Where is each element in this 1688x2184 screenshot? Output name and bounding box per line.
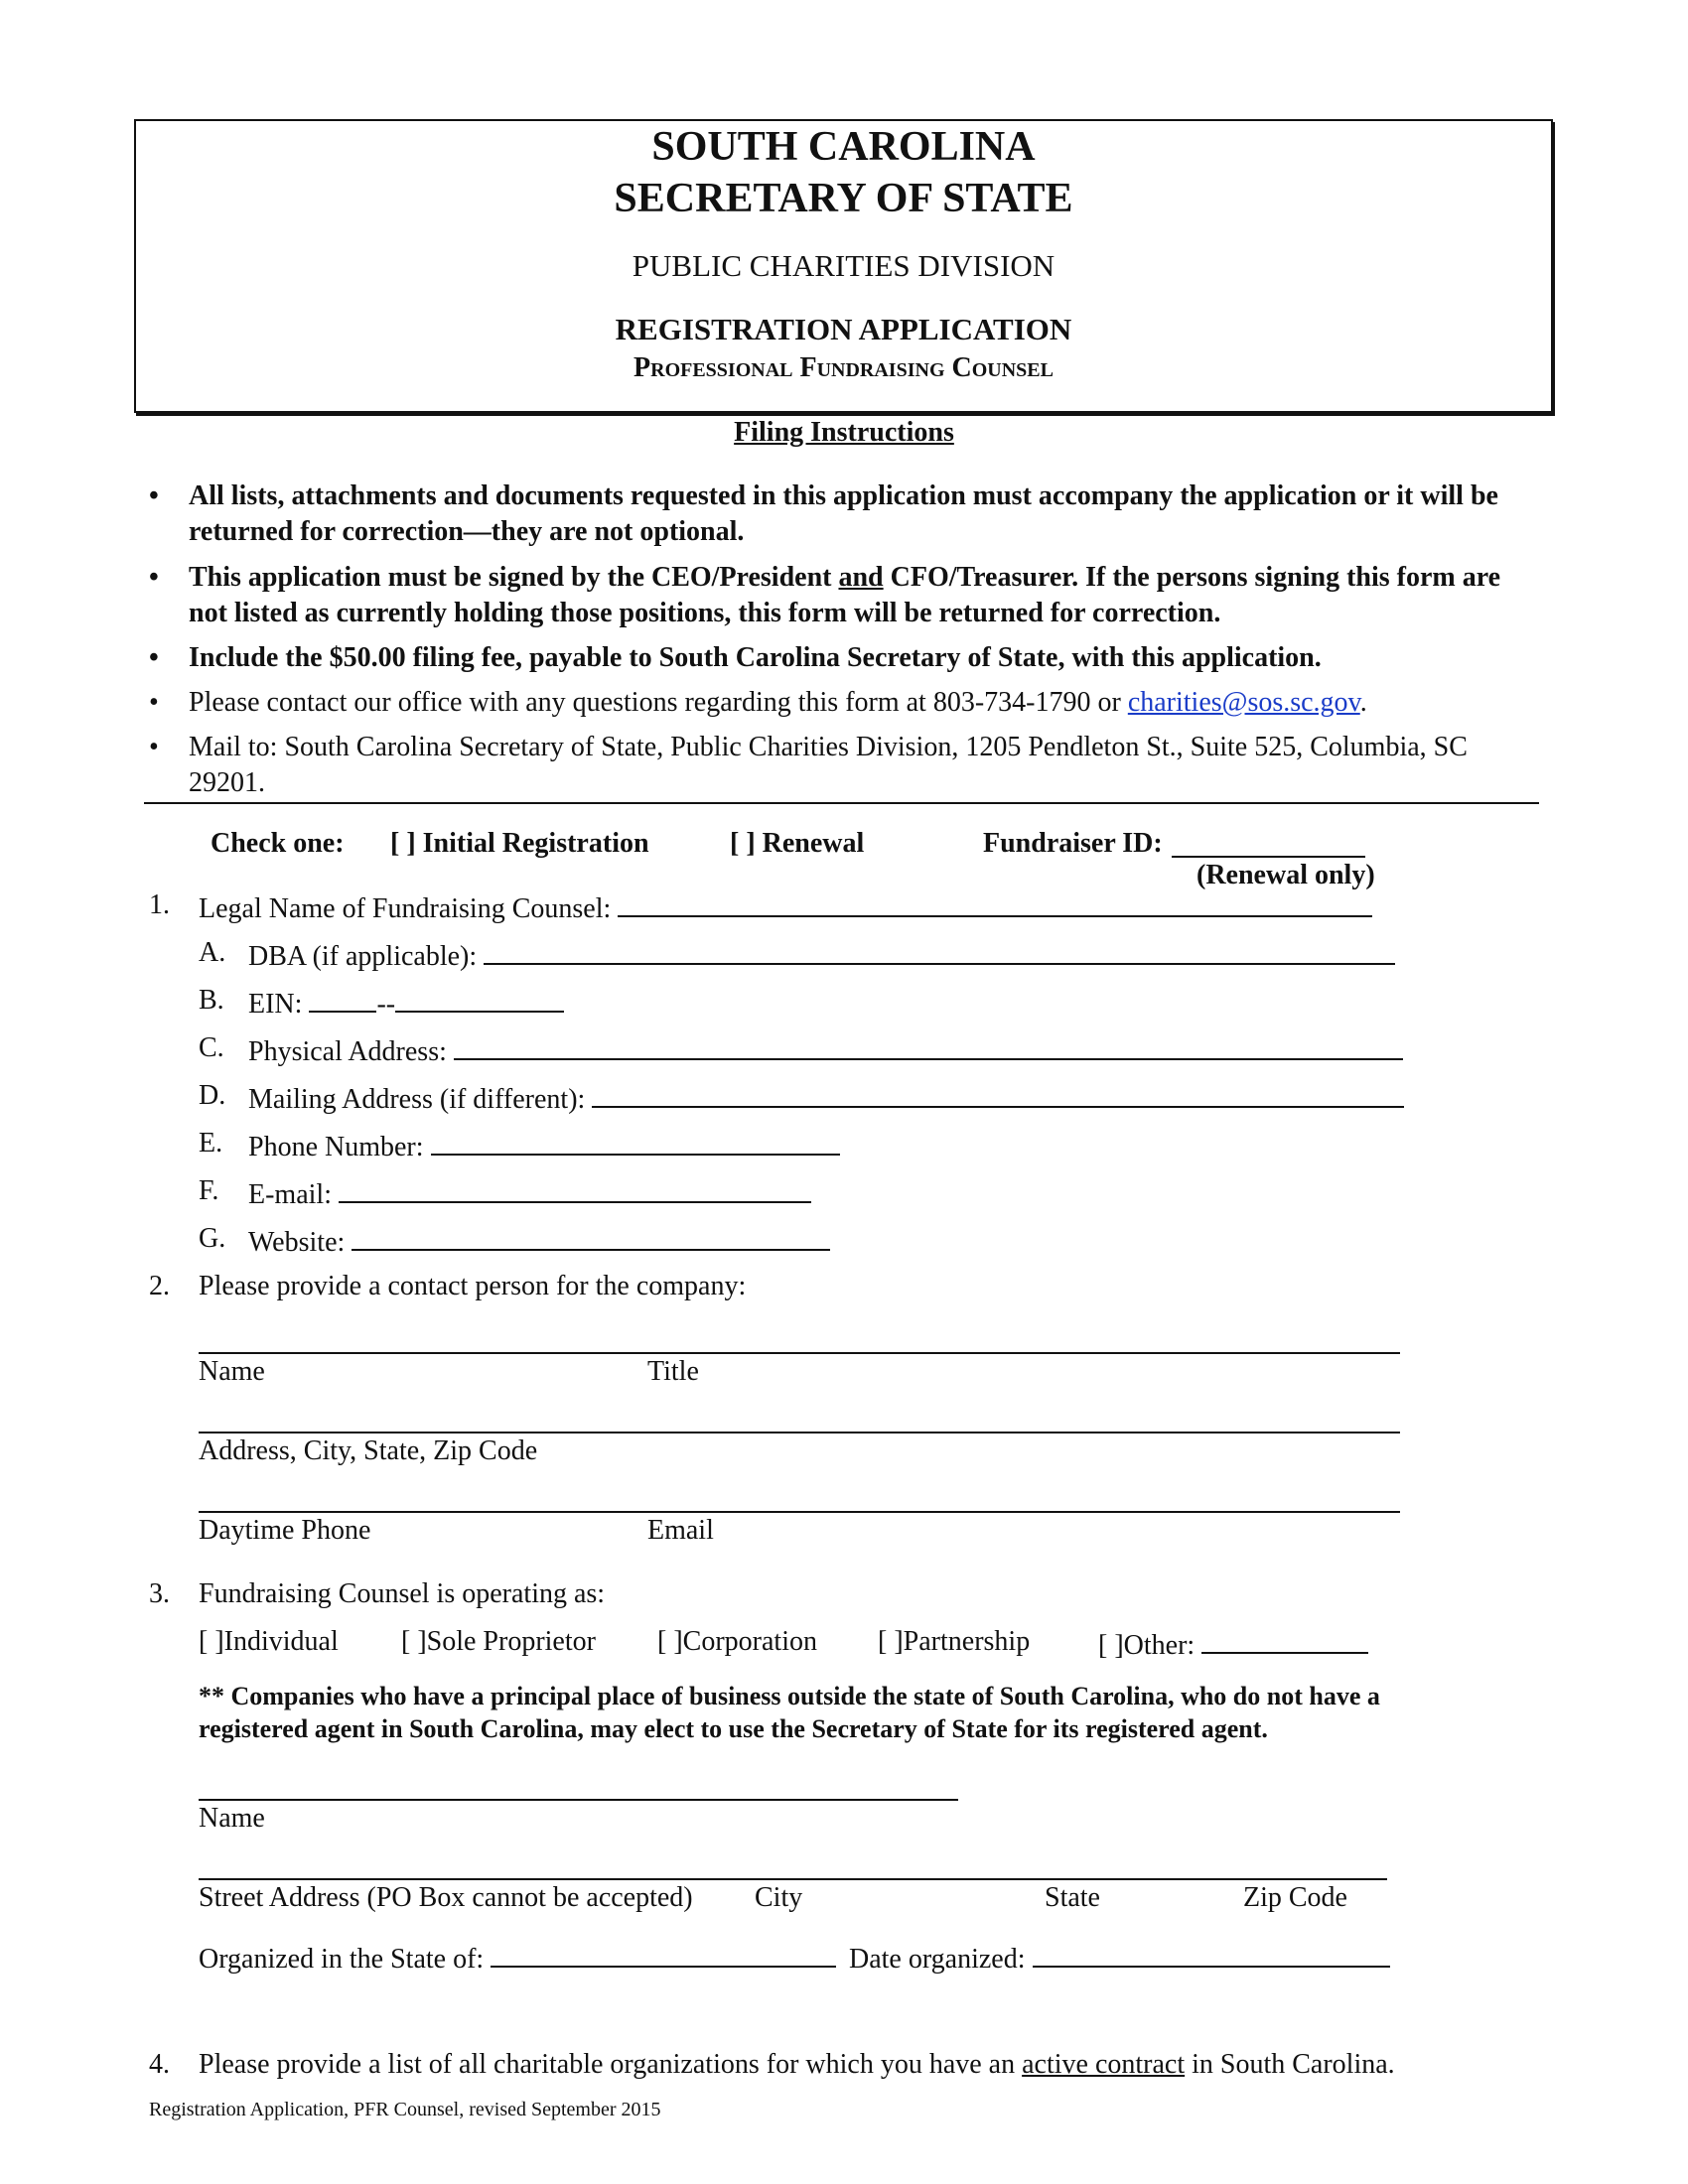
ein-suffix-field[interactable] (395, 985, 564, 1013)
date-organized-label: Date organized: (849, 1940, 1390, 1976)
legal-name-field[interactable] (618, 889, 1372, 917)
fundraiser-id-field[interactable] (1172, 830, 1365, 858)
individual-checkbox[interactable]: [ ]Individual (199, 1626, 339, 1657)
corporation-checkbox[interactable]: [ ]Corporation (657, 1626, 817, 1657)
renewal-checkbox[interactable]: [ ] Renewal (730, 828, 865, 859)
check-one-label: Check one: (211, 828, 345, 859)
filing-instructions-heading: Filing Instructions (734, 417, 954, 448)
zip-caption: Zip Code (1243, 1882, 1347, 1913)
question-number: 3. (149, 1578, 170, 1609)
header-state: SOUTH CAROLINA (651, 124, 1036, 170)
agent-name-caption: Name (199, 1803, 265, 1834)
email-link[interactable]: charities@sos.sc.gov (1127, 687, 1360, 718)
physical-address-label: Physical Address: (248, 1032, 1403, 1068)
contact-person-label: Please provide a contact person for the company: (199, 1271, 747, 1301)
item-letter: F. (199, 1175, 219, 1206)
item-letter: D. (199, 1080, 226, 1111)
section-divider (144, 802, 1539, 804)
state-caption: State (1045, 1882, 1100, 1913)
street-address-caption: Street Address (PO Box cannot be accepted) (199, 1882, 693, 1913)
header-division: PUBLIC CHARITIES DIVISION (632, 248, 1055, 283)
sole-proprietor-checkbox[interactable]: [ ]Sole Proprietor (401, 1626, 596, 1657)
contact-address-caption: Address, City, State, Zip Code (199, 1435, 538, 1466)
contact-phone-caption: Daytime Phone (199, 1515, 371, 1546)
contact-title-caption: Title (647, 1356, 699, 1387)
dba-field[interactable] (484, 937, 1395, 965)
phone-number-field[interactable] (431, 1128, 840, 1156)
question-number: 2. (149, 1271, 170, 1301)
header-box (134, 119, 1553, 413)
organized-state-label: Organized in the State of: (199, 1940, 836, 1976)
item-letter: A. (199, 937, 226, 968)
mailing-address-field[interactable] (592, 1080, 1404, 1108)
initial-registration-checkbox[interactable]: [ ] Initial Registration (390, 828, 649, 859)
item-letter: B. (199, 985, 224, 1016)
question-number: 1. (149, 889, 170, 920)
header-office: SECRETARY OF STATE (614, 176, 1073, 221)
contact-name-field[interactable] (199, 1352, 1400, 1354)
other-field[interactable] (1201, 1626, 1368, 1654)
registered-agent-note: ** Companies who have a principal place of business outside the state of South Carolina, who do not have a registered agent in South Carolina, may elect to use the Secretary of State for its registered agent. (199, 1682, 1380, 1743)
agent-address-field[interactable] (199, 1878, 1387, 1880)
page-footer: Registration Application, PFR Counsel, revised September 2015 (149, 2099, 661, 2120)
operating-as-label: Fundraising Counsel is operating as: (199, 1578, 606, 1609)
city-caption: City (755, 1882, 803, 1913)
fundraiser-id-label: Fundraiser ID: (983, 828, 1163, 859)
other-checkbox[interactable]: [ ]Other: (1098, 1626, 1368, 1662)
item-letter: E. (199, 1128, 223, 1159)
document-title: REGISTRATION APPLICATION (615, 312, 1072, 346)
ein-label: EIN: -- (248, 985, 564, 1021)
document-subtitle: Professional Fundraising Counsel (633, 352, 1054, 383)
contact-email-caption: Email (647, 1515, 714, 1546)
email-field[interactable] (339, 1175, 811, 1203)
ein-prefix-field[interactable] (309, 985, 376, 1013)
renewal-only-note: (Renewal only) (1196, 860, 1375, 890)
physical-address-field[interactable] (454, 1032, 1403, 1060)
contact-phone-email-field[interactable] (199, 1511, 1400, 1513)
contact-name-caption: Name (199, 1356, 265, 1387)
legal-name-label: Legal Name of Fundraising Counsel: (199, 889, 1372, 925)
question-number: 4. (149, 2049, 170, 2080)
item-letter: C. (199, 1032, 224, 1063)
item-letter: G. (199, 1223, 226, 1254)
organized-state-field[interactable] (491, 1940, 836, 1968)
date-organized-field[interactable] (1033, 1940, 1390, 1968)
contact-address-field[interactable] (199, 1432, 1400, 1433)
email-label: E-mail: (248, 1175, 811, 1211)
partnership-checkbox[interactable]: [ ]Partnership (878, 1626, 1031, 1657)
website-field[interactable] (352, 1223, 830, 1251)
agent-name-field[interactable] (199, 1799, 958, 1801)
charitable-orgs-label: Please provide a list of all charitable organizations for which you have an active contract in South Carolina. (199, 2049, 1395, 2080)
website-label: Website: (248, 1223, 830, 1259)
dba-label: DBA (if applicable): (248, 937, 1395, 973)
mailing-address-label: Mailing Address (if different): (248, 1080, 1404, 1116)
phone-number-label: Phone Number: (248, 1128, 840, 1163)
